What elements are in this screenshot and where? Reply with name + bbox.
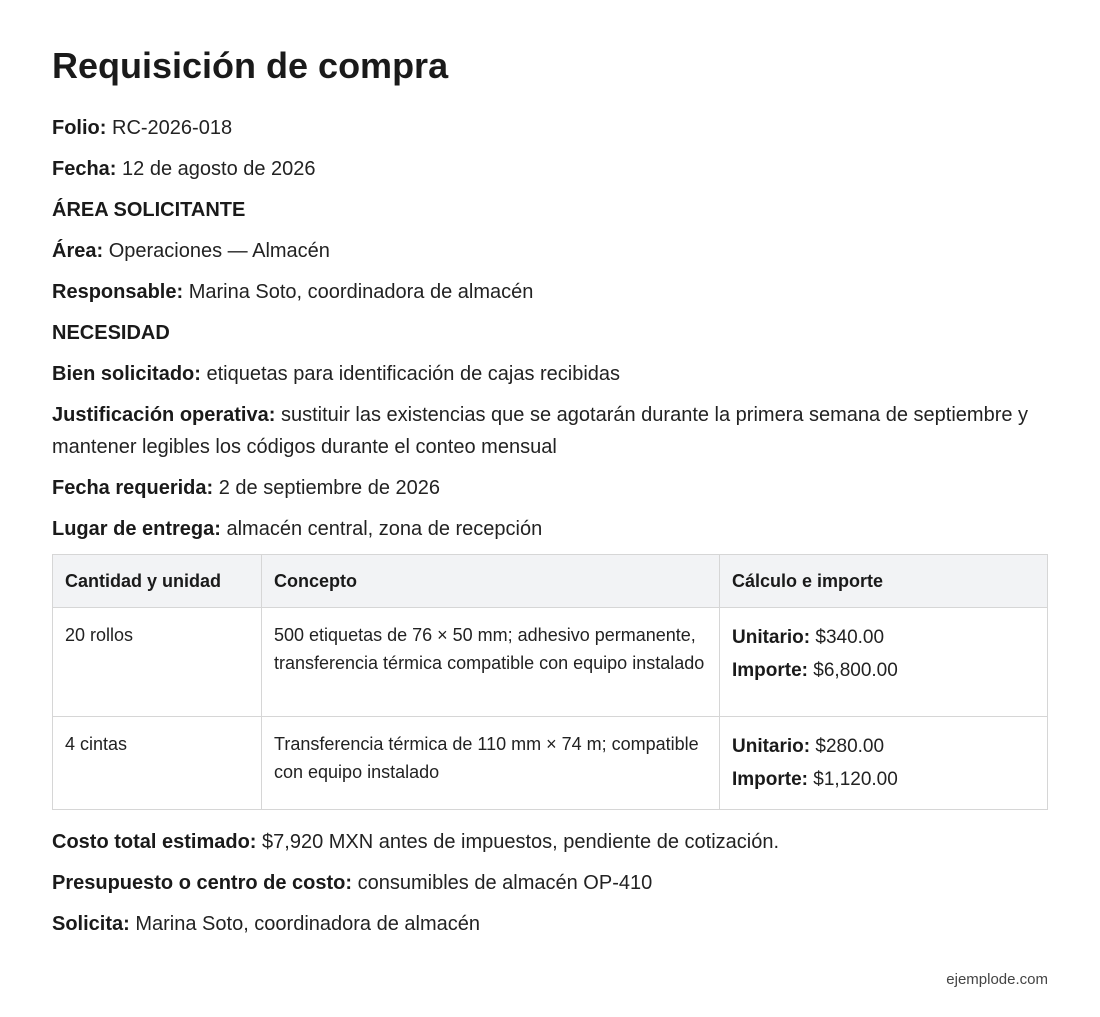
bien-value: etiquetas para identificación de cajas recibidas	[206, 363, 621, 385]
table-header-row	[53, 555, 1048, 608]
amount-label: Importe:	[732, 769, 808, 790]
responsable-line	[52, 276, 1048, 308]
unit-price-line	[732, 621, 1035, 654]
bien-label: Bien solicitado:	[52, 363, 201, 385]
row-quantity: 20 rollos	[53, 608, 262, 717]
fecha-label: Fecha:	[52, 158, 117, 180]
row-calculation	[720, 608, 1048, 717]
amount-value: $1,120.00	[813, 769, 898, 790]
unit-price-value: $340.00	[815, 627, 885, 648]
necesidad-section-heading: NECESIDAD	[52, 322, 170, 344]
table-row	[53, 717, 1048, 810]
justificacion-value: sustituir las existencias que se agotarán durante la primera semana de septiembre y mantener legibles los códigos durante el conteo mensual	[52, 404, 1029, 458]
lugar-label: Lugar de entrega:	[52, 518, 221, 540]
lugar-value: almacén central, zona de recepción	[226, 518, 543, 540]
folio-value: RC-2026-018	[112, 117, 233, 139]
header-quantity: Cantidad y unidad	[53, 555, 262, 608]
costo-label: Costo total estimado:	[52, 831, 257, 853]
row-quantity: 4 cintas	[53, 717, 262, 810]
justificacion-label: Justificación operativa:	[52, 404, 276, 426]
fecha-value: 12 de agosto de 2026	[122, 158, 316, 180]
amount-line	[732, 654, 1035, 687]
amount-label: Importe:	[732, 660, 808, 681]
justificacion-line	[52, 399, 1048, 463]
unit-price-label: Unitario:	[732, 736, 811, 757]
presupuesto-line	[52, 867, 1048, 899]
row-calculation	[720, 717, 1048, 810]
amount-line	[732, 763, 1035, 796]
fecha-requerida-label: Fecha requerida:	[52, 477, 214, 499]
area-value: Operaciones — Almacén	[108, 240, 330, 262]
lugar-line	[52, 513, 1048, 545]
presupuesto-label: Presupuesto o centro de costo:	[52, 872, 353, 894]
unit-price-value: $280.00	[815, 736, 885, 757]
amount-value: $6,800.00	[813, 660, 898, 681]
page-title: Requisición de compra	[52, 45, 449, 86]
costo-line	[52, 826, 1048, 858]
solicita-line	[52, 908, 1048, 940]
solicita-value: Marina Soto, coordinadora de almacén	[135, 913, 481, 935]
header-concept: Concepto	[262, 555, 720, 608]
site-footer-credit: ejemplode.com	[946, 971, 1048, 988]
items-table	[52, 554, 1048, 810]
row-concept: Transferencia térmica de 110 mm × 74 m; compatible con equipo instalado	[262, 717, 720, 810]
row-concept: 500 etiquetas de 76 × 50 mm; adhesivo permanente, transferencia térmica compatible con equipo instalado	[262, 608, 720, 717]
folio-label: Folio:	[52, 117, 107, 139]
area-section-heading: ÁREA SOLICITANTE	[52, 199, 246, 221]
area-label: Área:	[52, 240, 104, 262]
responsable-value: Marina Soto, coordinadora de almacén	[188, 281, 534, 303]
fecha-requerida-value: 2 de septiembre de 2026	[218, 477, 441, 499]
unit-price-label: Unitario:	[732, 627, 811, 648]
costo-value: $7,920 MXN antes de impuestos, pendiente de cotización.	[262, 831, 780, 853]
folio-line	[52, 112, 1048, 144]
unit-price-line	[732, 730, 1035, 763]
area-line	[52, 235, 1048, 267]
bien-line	[52, 358, 1048, 390]
table-row	[53, 608, 1048, 717]
header-calculation: Cálculo e importe	[720, 555, 1048, 608]
presupuesto-value: consumibles de almacén OP-410	[357, 872, 653, 894]
fecha-line	[52, 153, 1048, 185]
document	[52, 44, 1048, 949]
solicita-label: Solicita:	[52, 913, 130, 935]
fecha-requerida-line	[52, 472, 1048, 504]
responsable-label: Responsable:	[52, 281, 184, 303]
